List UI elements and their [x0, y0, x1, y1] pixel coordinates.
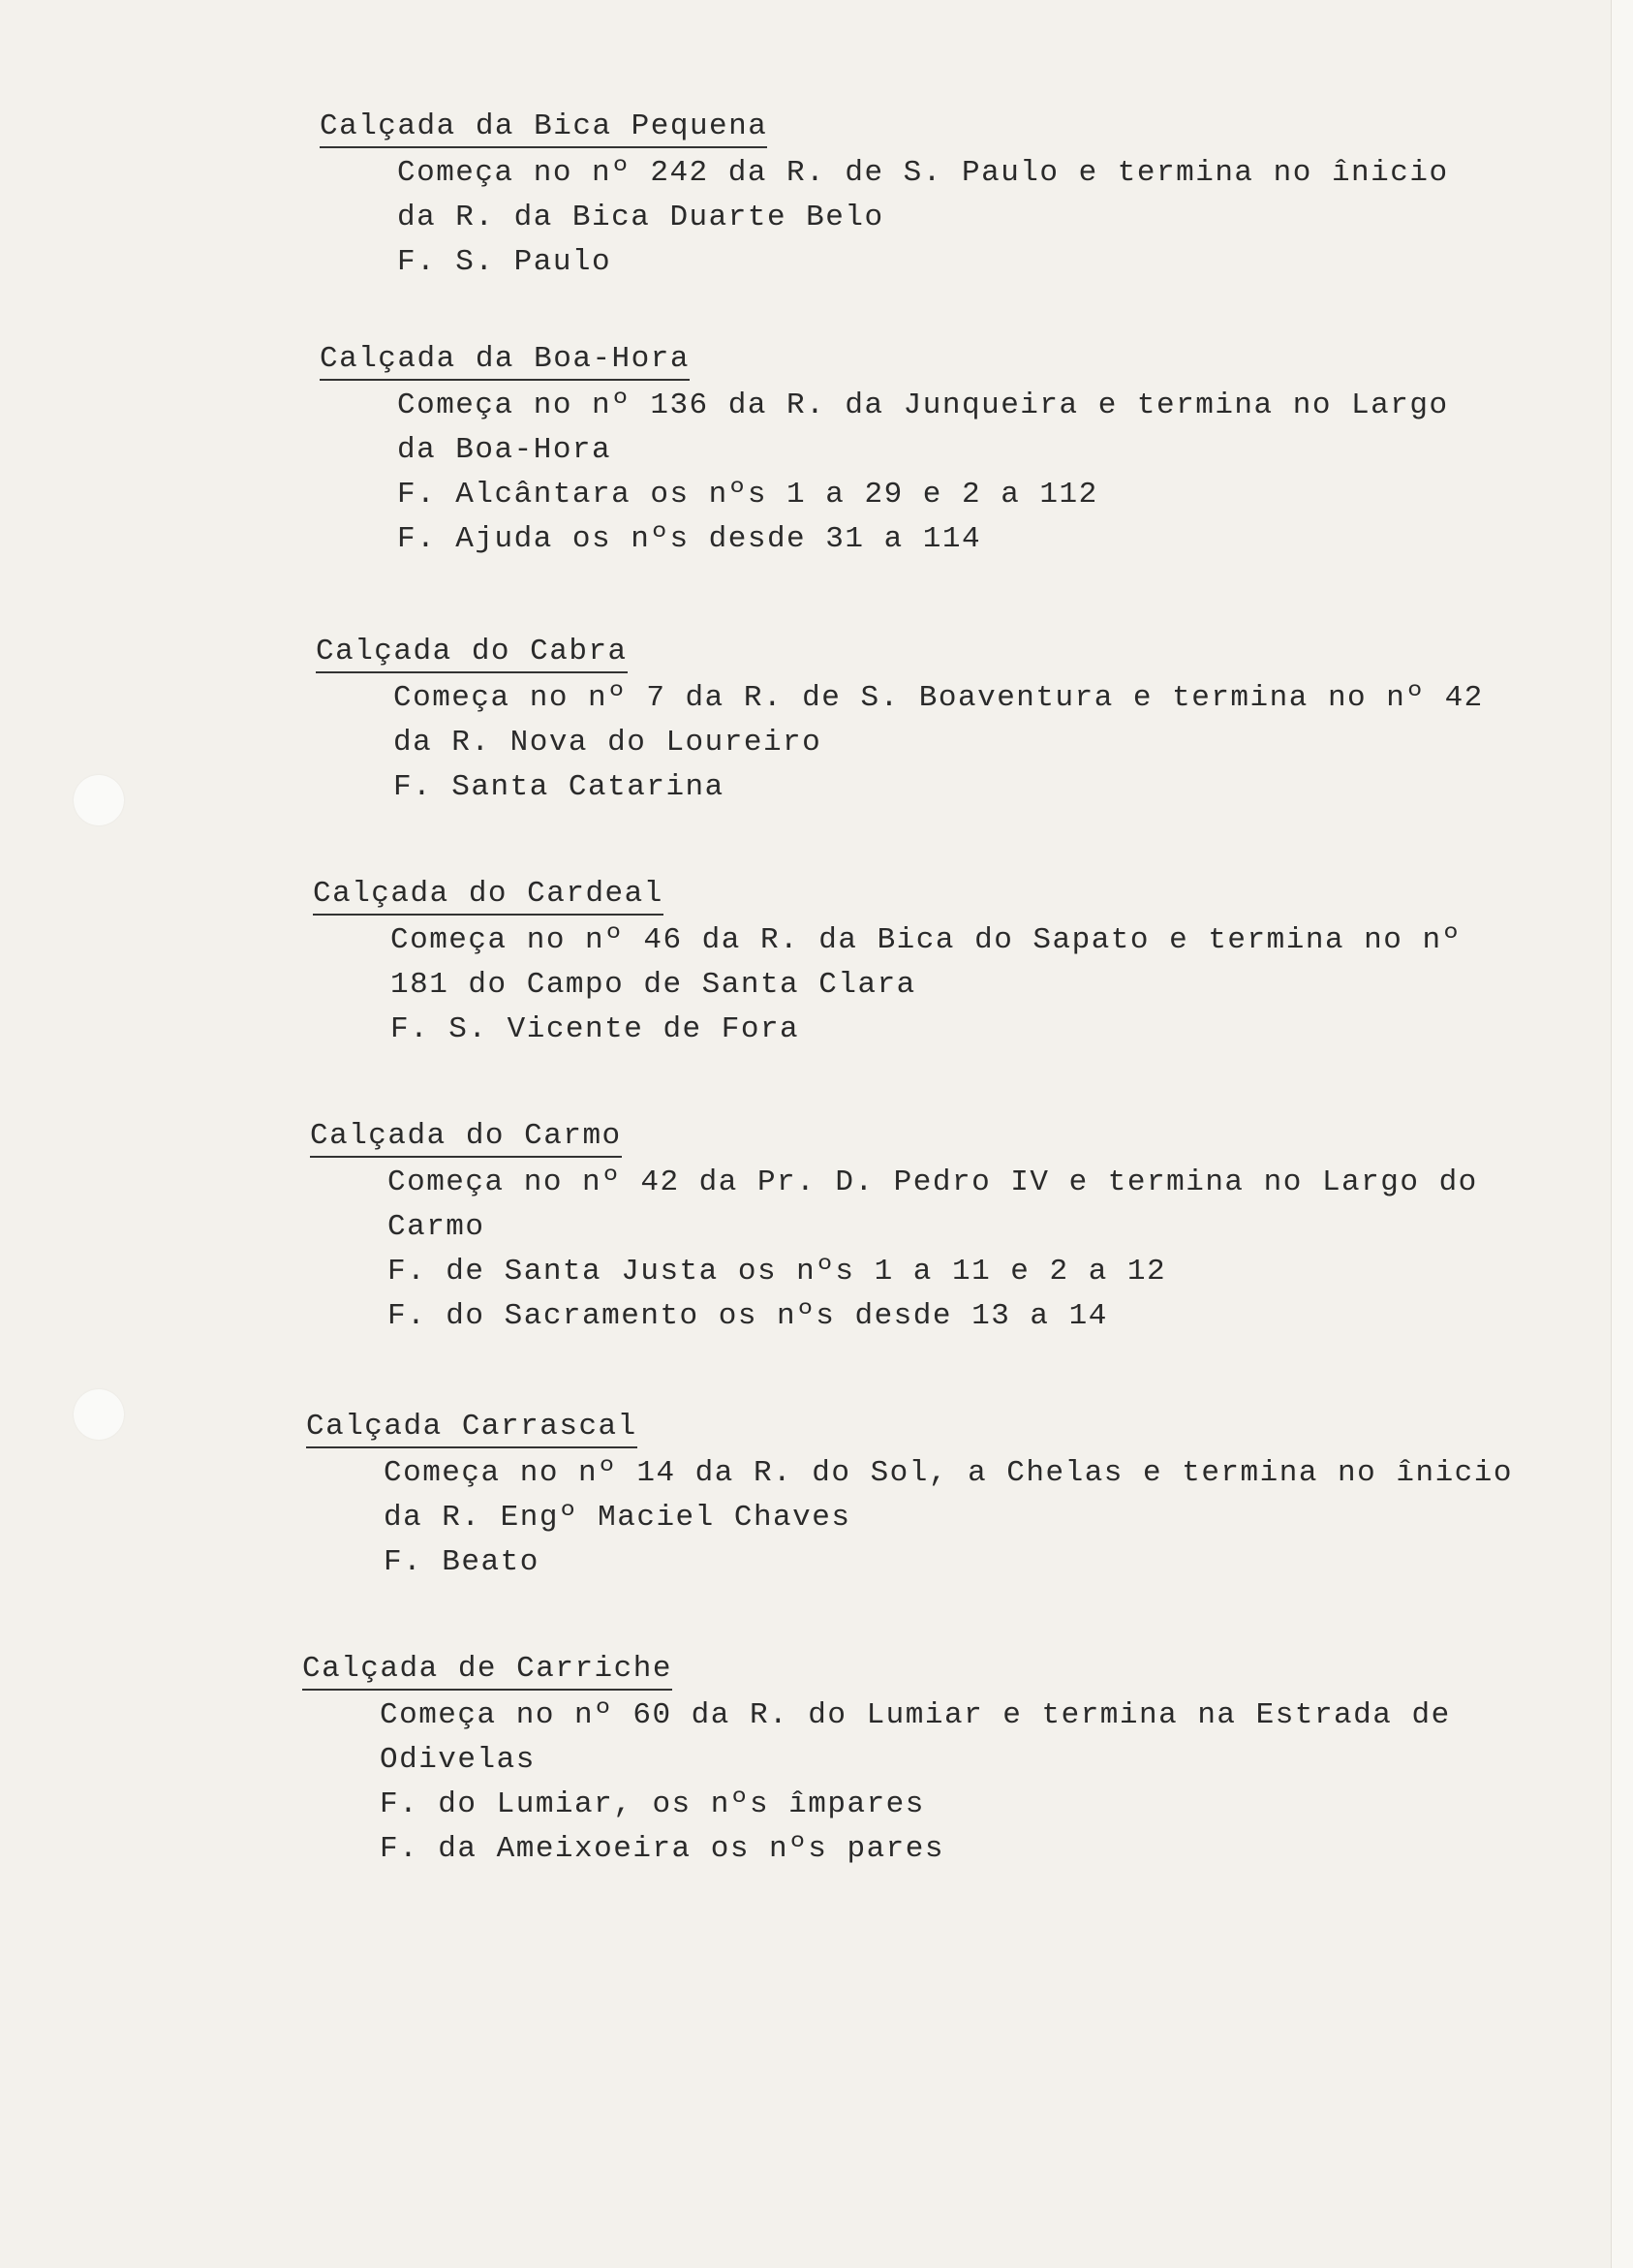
- entry-carmo: [310, 1118, 1478, 1336]
- punch-hole-top: [74, 775, 124, 825]
- entry-line: Odivelas: [380, 1743, 536, 1777]
- entry-line: F. da Ameixoeira os nºs pares: [380, 1832, 944, 1866]
- entry-line: F. Beato: [384, 1545, 539, 1579]
- entry-carrascal: [306, 1409, 1513, 1582]
- entry-body: [393, 679, 1484, 807]
- entry-title: Calçada de Carriche: [302, 1651, 672, 1691]
- entry-line: Começa no nº 242 da R. de S. Paulo e termina no înicio: [397, 156, 1449, 190]
- entry-line: Começa no nº 14 da R. do Sol, a Chelas e termina no înicio: [384, 1456, 1513, 1490]
- entry-line: F. S. Vicente de Fora: [390, 1012, 800, 1046]
- entry-line: F. de Santa Justa os nºs 1 a 11 e 2 a 12: [387, 1255, 1167, 1289]
- entry-bica-pequena: [320, 109, 1449, 282]
- entry-title: Calçada do Cabra: [316, 634, 628, 673]
- entry-body: [380, 1696, 1451, 1869]
- entry-body: [384, 1454, 1513, 1582]
- entry-line: Começa no nº 7 da R. de S. Boaventura e termina no nº 42: [393, 681, 1484, 715]
- entry-line: Começa no nº 42 da Pr. D. Pedro IV e termina no Largo do: [387, 1165, 1478, 1199]
- punch-hole-bottom: [74, 1389, 124, 1440]
- entry-title: Calçada da Bica Pequena: [320, 109, 767, 148]
- page-edge: [1611, 0, 1633, 2268]
- entry-line: da R. da Bica Duarte Belo: [397, 201, 884, 234]
- entry-line: F. do Lumiar, os nºs împares: [380, 1787, 925, 1821]
- entry-boa-hora: [320, 341, 1449, 559]
- entry-line: da R. Nova do Loureiro: [393, 726, 822, 760]
- entry-cabra: [316, 634, 1484, 807]
- entry-cardeal: [313, 876, 1462, 1049]
- entry-title: Calçada da Boa-Hora: [320, 341, 690, 381]
- entry-line: da R. Engº Maciel Chaves: [384, 1501, 851, 1535]
- entry-line: F. do Sacramento os nºs desde 13 a 14: [387, 1299, 1108, 1333]
- entry-title: Calçada do Cardeal: [313, 876, 663, 916]
- entry-body: [397, 387, 1449, 559]
- entry-body: [387, 1164, 1478, 1336]
- entry-title: Calçada do Carmo: [310, 1118, 622, 1158]
- entry-line: 181 do Campo de Santa Clara: [390, 968, 916, 1002]
- entry-line: F. Santa Catarina: [393, 770, 724, 804]
- entry-body: [397, 154, 1449, 282]
- entry-line: Começa no nº 60 da R. do Lumiar e termina na Estrada de: [380, 1698, 1451, 1732]
- entry-line: F. Alcântara os nºs 1 a 29 e 2 a 112: [397, 478, 1098, 512]
- entry-title: Calçada Carrascal: [306, 1409, 637, 1448]
- entry-line: da Boa-Hora: [397, 433, 612, 467]
- entry-line: Começa no nº 46 da R. da Bica do Sapato e termina no nº: [390, 923, 1462, 957]
- entry-line: F. S. Paulo: [397, 245, 612, 279]
- entry-carriche: [302, 1651, 1451, 1869]
- entry-line: F. Ajuda os nºs desde 31 a 114: [397, 522, 982, 556]
- entry-body: [390, 921, 1462, 1049]
- entry-line: Começa no nº 136 da R. da Junqueira e termina no Largo: [397, 388, 1449, 422]
- entry-line: Carmo: [387, 1210, 485, 1244]
